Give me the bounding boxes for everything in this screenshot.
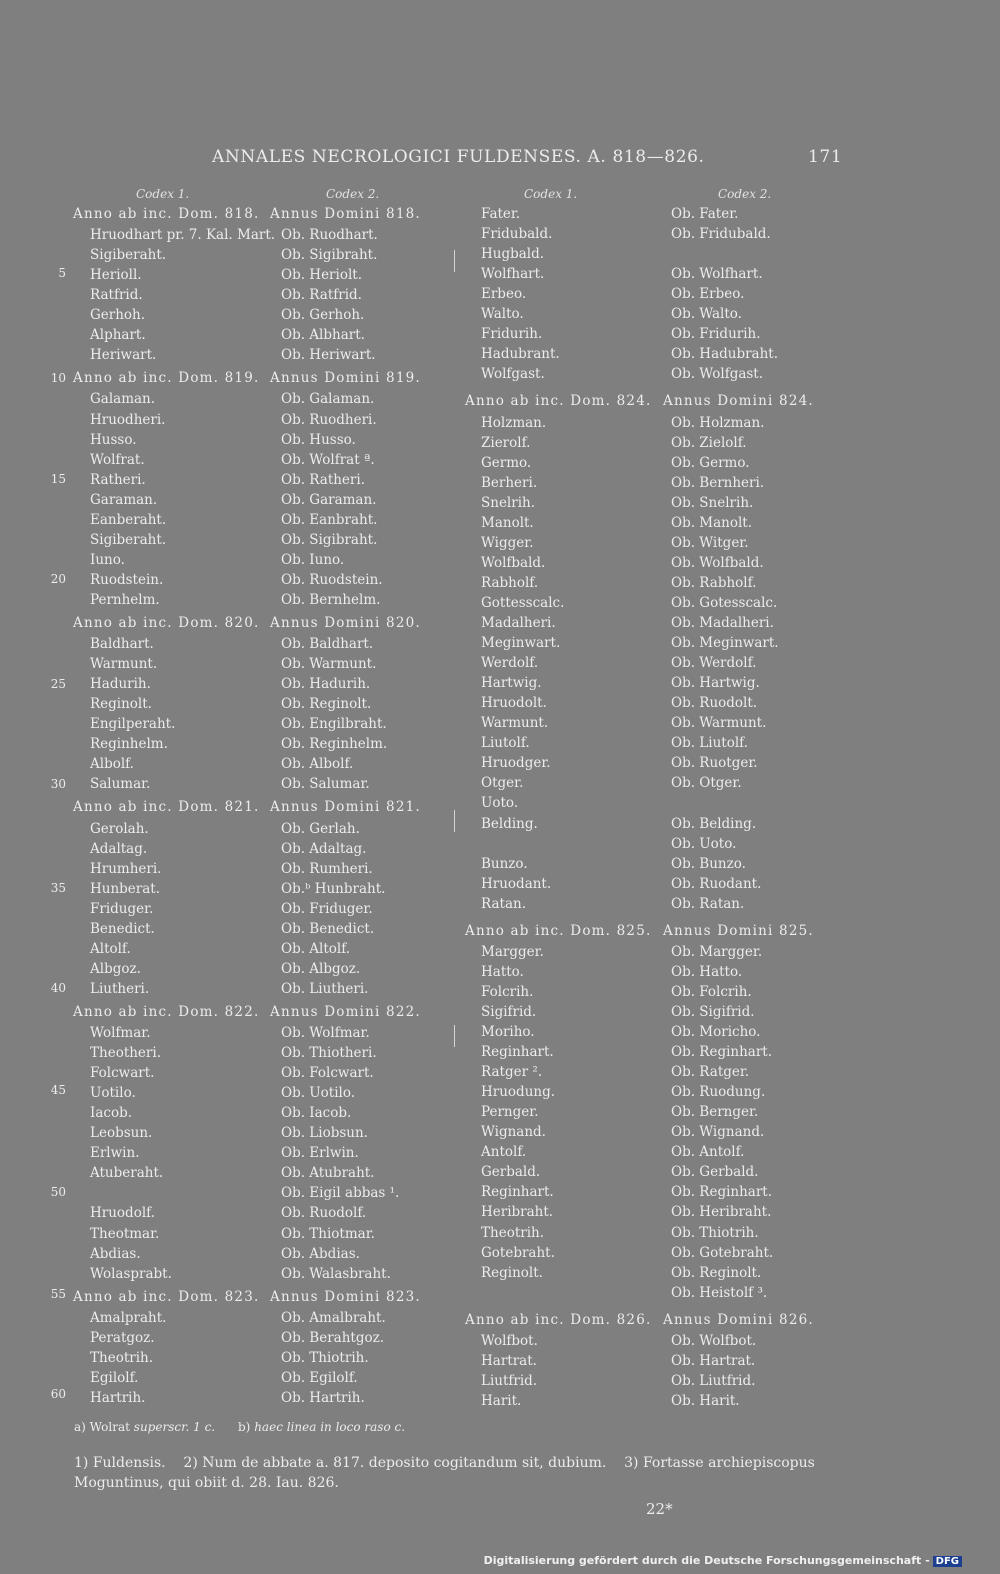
- column-rule: [454, 810, 455, 832]
- entry: Ob. Margger.: [671, 943, 763, 960]
- entry: Albgoz.: [90, 960, 141, 977]
- entry: Ob. Thiotrih.: [281, 1349, 369, 1366]
- entry: Harit.: [481, 1392, 522, 1409]
- entry: Ob. Adaltag.: [281, 840, 367, 857]
- entry: Reginolt.: [481, 1264, 543, 1281]
- entry: Walto.: [481, 306, 524, 323]
- entry: Wolfbald.: [481, 554, 546, 571]
- entry: Hrumheri.: [90, 860, 162, 877]
- entry: Ob. Wignand.: [671, 1124, 765, 1141]
- entry: Warmunt.: [481, 715, 549, 732]
- entry: Ob. Liutheri.: [281, 980, 369, 997]
- entry: Ob. Gerhoh.: [281, 307, 365, 324]
- entry: Ob. Iacob.: [281, 1105, 352, 1122]
- entry: Ob. Meginwart.: [671, 635, 779, 652]
- entry: Ob. Bunzo.: [671, 855, 746, 872]
- year-heading: Anno ab inc. Dom. 825.: [465, 922, 652, 939]
- entry: Ratheri.: [90, 471, 146, 488]
- entry: Ob. Otger.: [671, 775, 742, 792]
- entry: Ob. Sigibraht.: [281, 247, 378, 264]
- line-number: 55: [50, 1287, 66, 1301]
- entry: Wolfhart.: [481, 266, 545, 283]
- entry: Ob. Eanbraht.: [281, 511, 378, 528]
- entry: Egilolf.: [90, 1369, 139, 1386]
- entry: Ob. Albolf.: [281, 756, 354, 773]
- entry: Ob. Erlwin.: [281, 1145, 359, 1162]
- entry: Ob. Wolfhart.: [671, 266, 763, 283]
- entry: Wolfmar.: [90, 1025, 151, 1041]
- entry: Manolt.: [481, 514, 534, 531]
- entry: Warmunt.: [90, 656, 158, 673]
- entry: Ob. Belding.: [671, 815, 757, 832]
- entry: Theotrih.: [90, 1349, 153, 1366]
- entry: Ob. Folcrih.: [671, 983, 752, 1000]
- entry: Reginhelm.: [90, 736, 168, 753]
- entry: Ob. Gotebraht.: [671, 1244, 774, 1261]
- entry: Ob. Husso.: [281, 431, 356, 448]
- entry: Ob. Berahtgoz.: [281, 1329, 384, 1346]
- entry: Ob. Warmunt.: [671, 715, 767, 732]
- entry: Ob. Walasbraht.: [281, 1265, 391, 1282]
- entry: Hruodolt.: [481, 695, 547, 712]
- entry: Herioll.: [90, 267, 142, 284]
- line-number: 60: [50, 1387, 66, 1401]
- year-heading: Anno ab inc. Dom. 822.: [73, 1003, 260, 1020]
- footnotes: [74, 1453, 842, 1493]
- column-rule: [454, 250, 455, 272]
- entry: Reginolt.: [90, 696, 152, 713]
- entry: Ob. Reginhelm.: [281, 736, 388, 753]
- entry: Hadubrant.: [481, 346, 560, 363]
- entry: Ob. Hartrat.: [671, 1352, 756, 1369]
- entry: Wigger.: [481, 534, 534, 551]
- running-header: [212, 147, 843, 167]
- apparatus-note-a: a) Wolrat: [74, 1420, 130, 1434]
- year-heading: Annus Domini 819.: [270, 370, 421, 387]
- entry: Ob. Fridurih.: [671, 326, 761, 343]
- entry: Husso.: [90, 431, 137, 448]
- entry: Erbeo.: [481, 286, 527, 303]
- entry: Ob. Walto.: [671, 306, 742, 323]
- entry: Benedict.: [90, 920, 155, 937]
- entry: Ob. Holzman.: [671, 414, 765, 431]
- entry: Ob. Gotesscalc.: [671, 594, 778, 611]
- entry: Ob. Wolfmar.: [281, 1025, 370, 1041]
- year-heading: Annus Domini 826.: [663, 1311, 814, 1328]
- year-heading: Anno ab inc. Dom. 819.: [73, 370, 260, 387]
- entry: Hartrih.: [90, 1389, 146, 1406]
- entry: Ob. Madalheri.: [671, 615, 774, 631]
- entry: Peratgoz.: [90, 1329, 155, 1346]
- entry: Iacob.: [90, 1105, 133, 1122]
- entry: Heriwart.: [90, 347, 157, 364]
- critical-apparatus: [74, 1420, 405, 1434]
- entry: Altolf.: [90, 940, 131, 957]
- entry: Ob. Ruodstein.: [281, 571, 383, 588]
- entry: Pernger.: [481, 1104, 539, 1121]
- entry: Gerolah.: [90, 820, 149, 837]
- line-number: 25: [50, 677, 66, 691]
- entry: Albolf.: [90, 756, 134, 773]
- entry: Meginwart.: [481, 635, 561, 652]
- entry: Ob. Heistolf ³.: [671, 1284, 768, 1301]
- year-heading: Annus Domini 818.: [270, 206, 421, 222]
- entry: Ob. Witger.: [671, 534, 749, 551]
- entry: Germo.: [481, 454, 532, 471]
- entry: Sigifrid.: [481, 1003, 537, 1020]
- footer-text: Digitalisierung gefördert durch die Deutsche Forschungsgemeinschaft -: [483, 1554, 930, 1567]
- entry: Ob. Hatto.: [671, 963, 743, 980]
- year-heading: Annus Domini 824.: [663, 393, 814, 410]
- column-head-right-codex2: Codex 2.: [718, 187, 772, 201]
- year-heading: Anno ab inc. Dom. 824.: [465, 393, 652, 410]
- entry: Ob. Benedict.: [281, 920, 375, 937]
- entry: Liutolf.: [481, 735, 530, 752]
- entry: Ob. Albgoz.: [281, 960, 361, 977]
- year-heading: Anno ab inc. Dom. 823.: [73, 1288, 260, 1305]
- entry: Baldhart.: [90, 636, 154, 653]
- entry: Wolfbot.: [481, 1332, 538, 1349]
- entry: Ob. Baldhart.: [281, 636, 374, 653]
- entry: Hruodhart pr. 7. Kal. Mart.: [90, 227, 276, 244]
- entry: Gerbald.: [481, 1164, 541, 1181]
- entry: Ob. Reginhart.: [671, 1184, 773, 1201]
- entry: Ob. Abdias.: [281, 1245, 360, 1262]
- entry: Ob. Friduger.: [281, 900, 373, 917]
- entry: Ob. Reginhart.: [671, 1044, 773, 1061]
- entry: Ob. Werdolf.: [671, 655, 757, 672]
- entry: Ob. Ruodant.: [671, 875, 762, 892]
- entry: Ob. Fridubald.: [671, 226, 771, 243]
- entry: Ob. Egilolf.: [281, 1369, 358, 1386]
- entry: Ob. Uotilo.: [281, 1085, 356, 1102]
- entry: Ob. Heribraht.: [671, 1204, 772, 1221]
- entry: Wolfrat.: [90, 451, 145, 468]
- line-number: 45: [50, 1083, 66, 1097]
- column-head-left-codex2: Codex 2.: [326, 187, 380, 201]
- line-number: 15: [50, 472, 66, 486]
- entry: Ob. Ratger.: [671, 1064, 750, 1081]
- entry: Ob. Rabholf.: [671, 574, 757, 591]
- entry: Rabholf.: [481, 574, 539, 591]
- entry: Ob. Moricho.: [671, 1024, 761, 1040]
- entry: Ob. Hartrih.: [281, 1389, 365, 1406]
- entry: Folcwart.: [90, 1065, 155, 1082]
- entry: Ob. Sigifrid.: [671, 1003, 755, 1020]
- entry: Wolasprabt.: [90, 1265, 172, 1282]
- entry: Ob. Antolf.: [671, 1144, 745, 1161]
- entry: Salumar.: [90, 776, 151, 793]
- entry: Fater.: [481, 206, 521, 222]
- entry: Hruodung.: [481, 1084, 556, 1101]
- entry: Hruodger.: [481, 755, 551, 772]
- entry: Ob. Bernheri.: [671, 474, 765, 491]
- entry: Ob. Zielolf.: [671, 434, 747, 451]
- entry: Ob. Altolf.: [281, 940, 351, 957]
- entry: Moriho.: [481, 1024, 535, 1040]
- year-heading: Annus Domini 821.: [270, 799, 421, 816]
- entry: Ob. Eigil abbas ¹.: [281, 1185, 400, 1202]
- entry: Ob. Heriwart.: [281, 347, 376, 364]
- entry: Ob. Sigibraht.: [281, 531, 378, 548]
- entry: Folcrih.: [481, 983, 534, 1000]
- entry: Ob. Ruodung.: [671, 1084, 766, 1101]
- entry: Wolfgast.: [481, 366, 545, 383]
- entry: Atuberaht.: [90, 1165, 164, 1182]
- entry: Uoto.: [481, 795, 519, 812]
- page-number: 171: [808, 147, 843, 167]
- entry: Margger.: [481, 943, 544, 960]
- entry: Ob. Wolfbald.: [671, 554, 764, 571]
- entry: Ob. Thiotheri.: [281, 1045, 377, 1062]
- entry: Ob. Erbeo.: [671, 286, 745, 303]
- entry: Ob. Thiotrih.: [671, 1224, 759, 1241]
- entry: Hatto.: [481, 963, 524, 980]
- entry: Ob. Manolt.: [671, 514, 753, 531]
- entry: Ratan.: [481, 895, 526, 912]
- entry: Uotilo.: [90, 1085, 136, 1102]
- line-number: 10: [50, 371, 66, 385]
- entry: Theotheri.: [90, 1045, 161, 1062]
- line-number: 50: [50, 1185, 66, 1199]
- line-number: 35: [50, 881, 66, 895]
- entry: Zierolf.: [481, 434, 531, 451]
- entry: Ob. Rumheri.: [281, 860, 373, 877]
- entry: Ob. Garaman.: [281, 491, 377, 508]
- entry: Ob. Gerlah.: [281, 820, 360, 837]
- entry: Theotrih.: [481, 1224, 544, 1241]
- entry: Berheri.: [481, 474, 538, 491]
- line-number: 20: [50, 572, 66, 586]
- line-number: 40: [50, 981, 66, 995]
- entry: Friduger.: [90, 900, 154, 917]
- footnote-3: 3) Fortasse archiepiscopus: [624, 1455, 815, 1471]
- year-heading: Annus Domini 825.: [663, 922, 814, 939]
- entry: Wignand.: [481, 1124, 546, 1141]
- entry: Iuno.: [90, 551, 125, 568]
- entry: Ratger ².: [481, 1064, 543, 1081]
- entry: Ob. Ratheri.: [281, 471, 365, 488]
- entry: Hartrat.: [481, 1352, 537, 1369]
- entry: Ob. Snelrih.: [671, 494, 754, 511]
- entry: Ob. Amalbraht.: [281, 1309, 386, 1326]
- entry: Ob. Wolfrat ª.: [281, 451, 375, 468]
- year-heading: Annus Domini 820.: [270, 615, 421, 631]
- entry: Hartwig.: [481, 675, 542, 692]
- entry: Sigiberaht.: [90, 247, 167, 264]
- line-number: 30: [50, 777, 66, 791]
- entry: Ob. Liobsun.: [281, 1125, 368, 1142]
- entry: Ob. Reginolt.: [671, 1264, 762, 1281]
- entry: Hruodolf.: [90, 1205, 155, 1222]
- entry: Hruodheri.: [90, 411, 166, 428]
- entry: Ob. Thiotmar.: [281, 1225, 375, 1242]
- apparatus-note-b-italic: haec linea in loco raso c.: [254, 1420, 406, 1434]
- entry: Fridubald.: [481, 226, 553, 243]
- entry: Ob. Hadubraht.: [671, 346, 779, 363]
- entry: Ob. Ruodhart.: [281, 227, 378, 244]
- year-heading: Anno ab inc. Dom. 818.: [73, 206, 260, 222]
- line-number: 5: [58, 266, 66, 280]
- entry: Ob. Uoto.: [671, 835, 737, 852]
- entry: Ob. Heriolt.: [281, 267, 362, 284]
- entry: Hunberat.: [90, 880, 161, 897]
- entry: Ob. Albhart.: [281, 327, 365, 344]
- entry: Ob. Reginolt.: [281, 696, 372, 713]
- entry: Otger.: [481, 775, 524, 792]
- entry: Ob. Wolfbot.: [671, 1332, 757, 1349]
- year-heading: Anno ab inc. Dom. 826.: [465, 1311, 652, 1328]
- dfg-footer[interactable]: [484, 1554, 962, 1567]
- entry: Gottesscalc.: [481, 594, 565, 611]
- entry: Hadurih.: [90, 676, 151, 693]
- entry: Adaltag.: [90, 840, 148, 857]
- entry: Ob. Gerbald.: [671, 1164, 759, 1181]
- entry: Ob. Hadurih.: [281, 676, 371, 693]
- entry: Liutfrid.: [481, 1372, 538, 1389]
- entry: Reginhart.: [481, 1184, 554, 1201]
- entry: Fridurih.: [481, 326, 543, 343]
- signature-mark: 22*: [646, 1500, 673, 1518]
- entry: Ob. Iuno.: [281, 551, 345, 568]
- year-heading: Annus Domini 823.: [270, 1288, 421, 1305]
- entry: Ob. Ratfrid.: [281, 287, 362, 304]
- year-heading: Annus Domini 822.: [270, 1003, 421, 1020]
- entry: Amalpraht.: [90, 1309, 167, 1326]
- entry: Ob. Ruodolf.: [281, 1205, 367, 1222]
- dfg-logo: DFG: [933, 1556, 962, 1567]
- footnote-2: 2) Num de abbate a. 817. deposito cogitandum sit, dubium.: [183, 1455, 607, 1471]
- entry: Ob. Warmunt.: [281, 656, 377, 673]
- entry: Ob. Ruodheri.: [281, 411, 377, 428]
- column-rule: [454, 1025, 455, 1047]
- entry: Pernhelm.: [90, 591, 160, 608]
- entry: Theotmar.: [90, 1225, 160, 1242]
- entry: Ratfrid.: [90, 287, 143, 304]
- entry: Galaman.: [90, 391, 156, 408]
- entry: Ob. Folcwart.: [281, 1065, 374, 1082]
- entry: Eanberaht.: [90, 511, 167, 528]
- column-head-right-codex1: Codex 1.: [524, 187, 578, 201]
- entry: Ob. Fater.: [671, 206, 739, 222]
- entry: Ob. Ruotger.: [671, 755, 758, 772]
- entry: Leobsun.: [90, 1125, 153, 1142]
- entry: Madalheri.: [481, 615, 556, 631]
- entry: Ob. Liutolf.: [671, 735, 748, 752]
- entry: Reginhart.: [481, 1044, 554, 1061]
- column-head-left-codex1: Codex 1.: [136, 187, 190, 201]
- apparatus-note-b: b): [238, 1420, 251, 1434]
- entry: Bunzo.: [481, 855, 528, 872]
- entry: Heribraht.: [481, 1204, 554, 1221]
- entry: Ob. Liutfrid.: [671, 1372, 756, 1389]
- entry: Liutheri.: [90, 980, 150, 997]
- entry: Ob. Atubraht.: [281, 1165, 375, 1182]
- entry: Abdias.: [90, 1245, 141, 1262]
- entry: Ruodstein.: [90, 571, 164, 588]
- entry: Belding.: [481, 815, 538, 832]
- entry: Erlwin.: [90, 1145, 140, 1162]
- entry: Gotebraht.: [481, 1244, 555, 1261]
- entry: Ob. Engilbraht.: [281, 716, 387, 733]
- entry: Ob. Ratan.: [671, 895, 745, 912]
- year-heading: Anno ab inc. Dom. 820.: [73, 615, 260, 631]
- entry: Gerhoh.: [90, 307, 146, 324]
- entry: Antolf.: [481, 1144, 527, 1161]
- entry: Holzman.: [481, 414, 547, 431]
- entry: Ob. Bernger.: [671, 1104, 759, 1121]
- entry: Ob. Ruodolt.: [671, 695, 758, 712]
- entry: Hruodant.: [481, 875, 552, 892]
- entry: Ob. Bernhelm.: [281, 591, 381, 608]
- footnote-3-continued: Moguntinus, qui obiit d. 28. Iau. 826.: [74, 1475, 339, 1491]
- entry: Ob.ᵇ Hunbraht.: [281, 880, 386, 897]
- entry: Ob. Wolfgast.: [671, 366, 764, 383]
- entry: Alphart.: [90, 327, 146, 344]
- apparatus-note-a-italic: superscr. 1 c.: [133, 1420, 216, 1434]
- entry: Garaman.: [90, 491, 158, 508]
- entry: Ob. Hartwig.: [671, 675, 760, 692]
- entry: Snelrih.: [481, 494, 536, 511]
- entry: Ob. Galaman.: [281, 391, 375, 408]
- entry: Ob. Harit.: [671, 1392, 740, 1409]
- footnote-1: 1) Fuldensis.: [74, 1455, 166, 1471]
- entry: Werdolf.: [481, 655, 539, 672]
- running-title: ANNALES NECROLOGICI FULDENSES. A. 818—826.: [212, 147, 705, 167]
- entry: Engilperaht.: [90, 716, 176, 733]
- year-heading: Anno ab inc. Dom. 821.: [73, 799, 260, 816]
- entry: Hugbald.: [481, 246, 545, 263]
- entry: Ob. Germo.: [671, 454, 750, 471]
- entry: Ob. Salumar.: [281, 776, 370, 793]
- entry: Sigiberaht.: [90, 531, 167, 548]
